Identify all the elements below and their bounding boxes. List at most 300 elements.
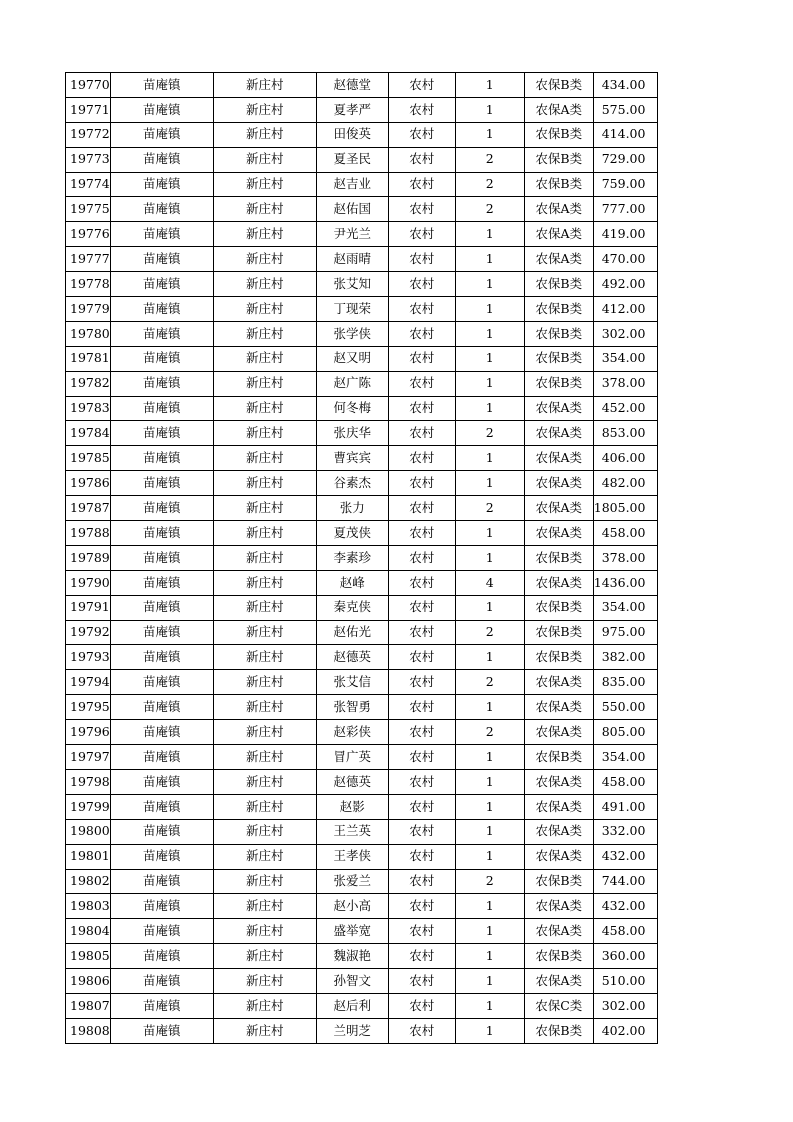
household-size-cell: 2 — [455, 197, 524, 222]
amount-cell: 302.00 — [593, 321, 658, 346]
village-cell: 新庄村 — [213, 645, 316, 670]
town-cell: 苗庵镇 — [110, 73, 213, 98]
town-cell: 苗庵镇 — [110, 521, 213, 546]
name-cell: 赵佑国 — [316, 197, 388, 222]
town-cell: 苗庵镇 — [110, 794, 213, 819]
insurance-category-cell: 农保A类 — [524, 446, 593, 471]
insurance-category-cell: 农保B类 — [524, 172, 593, 197]
table-row — [66, 1018, 658, 1043]
table-row — [66, 172, 658, 197]
table-row — [66, 97, 658, 122]
household-type-cell: 农村 — [388, 993, 455, 1018]
record-id-cell: 19781 — [66, 346, 111, 371]
name-cell: 孙智文 — [316, 969, 388, 994]
village-cell: 新庄村 — [213, 670, 316, 695]
name-cell: 张艾信 — [316, 670, 388, 695]
household-size-cell: 1 — [455, 769, 524, 794]
household-size-cell: 1 — [455, 122, 524, 147]
household-size-cell: 1 — [455, 346, 524, 371]
table-row — [66, 844, 658, 869]
household-type-cell: 农村 — [388, 521, 455, 546]
name-cell: 曹宾宾 — [316, 446, 388, 471]
record-id-cell: 19791 — [66, 595, 111, 620]
household-size-cell: 1 — [455, 73, 524, 98]
name-cell: 赵雨晴 — [316, 247, 388, 272]
name-cell: 赵广陈 — [316, 371, 388, 396]
village-cell: 新庄村 — [213, 172, 316, 197]
village-cell: 新庄村 — [213, 147, 316, 172]
village-cell: 新庄村 — [213, 247, 316, 272]
amount-cell: 354.00 — [593, 346, 658, 371]
town-cell: 苗庵镇 — [110, 545, 213, 570]
household-size-cell: 1 — [455, 471, 524, 496]
insurance-category-cell: 农保A类 — [524, 794, 593, 819]
record-id-cell: 19776 — [66, 222, 111, 247]
table-row — [66, 496, 658, 521]
record-id-cell: 19775 — [66, 197, 111, 222]
record-id-cell: 19800 — [66, 819, 111, 844]
name-cell: 田俊英 — [316, 122, 388, 147]
household-type-cell: 农村 — [388, 471, 455, 496]
name-cell: 李素珍 — [316, 545, 388, 570]
amount-cell: 382.00 — [593, 645, 658, 670]
household-size-cell: 2 — [455, 496, 524, 521]
town-cell: 苗庵镇 — [110, 122, 213, 147]
name-cell: 赵小高 — [316, 894, 388, 919]
town-cell: 苗庵镇 — [110, 272, 213, 297]
amount-cell: 482.00 — [593, 471, 658, 496]
town-cell: 苗庵镇 — [110, 620, 213, 645]
household-size-cell: 1 — [455, 993, 524, 1018]
household-type-cell: 农村 — [388, 869, 455, 894]
amount-cell: 805.00 — [593, 720, 658, 745]
name-cell: 赵彩侠 — [316, 720, 388, 745]
record-id-cell: 19779 — [66, 297, 111, 322]
town-cell: 苗庵镇 — [110, 471, 213, 496]
town-cell: 苗庵镇 — [110, 97, 213, 122]
record-id-cell: 19784 — [66, 421, 111, 446]
name-cell: 张艾知 — [316, 272, 388, 297]
household-type-cell: 农村 — [388, 595, 455, 620]
record-id-cell: 19787 — [66, 496, 111, 521]
name-cell: 兰明芝 — [316, 1018, 388, 1043]
village-cell: 新庄村 — [213, 272, 316, 297]
table-row — [66, 321, 658, 346]
insurance-category-cell: 农保A类 — [524, 695, 593, 720]
table-row — [66, 645, 658, 670]
household-type-cell: 农村 — [388, 944, 455, 969]
table-row — [66, 745, 658, 770]
household-type-cell: 农村 — [388, 645, 455, 670]
household-type-cell: 农村 — [388, 346, 455, 371]
household-type-cell: 农村 — [388, 496, 455, 521]
town-cell: 苗庵镇 — [110, 321, 213, 346]
household-size-cell: 1 — [455, 745, 524, 770]
town-cell: 苗庵镇 — [110, 1018, 213, 1043]
amount-cell: 354.00 — [593, 595, 658, 620]
amount-cell: 412.00 — [593, 297, 658, 322]
village-cell: 新庄村 — [213, 894, 316, 919]
village-cell: 新庄村 — [213, 521, 316, 546]
household-type-cell: 农村 — [388, 570, 455, 595]
insurance-category-cell: 农保A类 — [524, 819, 593, 844]
name-cell: 赵吉业 — [316, 172, 388, 197]
record-id-cell: 19777 — [66, 247, 111, 272]
insurance-category-cell: 农保A类 — [524, 396, 593, 421]
household-type-cell: 农村 — [388, 97, 455, 122]
village-cell: 新庄村 — [213, 371, 316, 396]
insurance-category-cell: 农保B类 — [524, 620, 593, 645]
village-cell: 新庄村 — [213, 421, 316, 446]
amount-cell: 419.00 — [593, 222, 658, 247]
amount-cell: 452.00 — [593, 396, 658, 421]
amount-cell: 458.00 — [593, 521, 658, 546]
household-size-cell: 2 — [455, 620, 524, 645]
table-row — [66, 471, 658, 496]
town-cell: 苗庵镇 — [110, 944, 213, 969]
household-size-cell: 1 — [455, 944, 524, 969]
table-row — [66, 919, 658, 944]
record-id-cell: 19789 — [66, 545, 111, 570]
amount-cell: 414.00 — [593, 122, 658, 147]
name-cell: 冒广英 — [316, 745, 388, 770]
village-cell: 新庄村 — [213, 496, 316, 521]
town-cell: 苗庵镇 — [110, 670, 213, 695]
town-cell: 苗庵镇 — [110, 745, 213, 770]
village-cell: 新庄村 — [213, 1018, 316, 1043]
household-size-cell: 1 — [455, 894, 524, 919]
table-row — [66, 969, 658, 994]
name-cell: 赵后利 — [316, 993, 388, 1018]
village-cell: 新庄村 — [213, 297, 316, 322]
household-type-cell: 农村 — [388, 745, 455, 770]
insurance-category-cell: 农保A类 — [524, 720, 593, 745]
table-body — [66, 73, 658, 1044]
town-cell: 苗庵镇 — [110, 371, 213, 396]
insurance-category-cell: 农保A类 — [524, 670, 593, 695]
name-cell: 赵影 — [316, 794, 388, 819]
village-cell: 新庄村 — [213, 346, 316, 371]
insurance-category-cell: 农保B类 — [524, 147, 593, 172]
amount-cell: 458.00 — [593, 919, 658, 944]
insurance-category-cell: 农保A类 — [524, 969, 593, 994]
amount-cell: 332.00 — [593, 819, 658, 844]
table-row — [66, 396, 658, 421]
town-cell: 苗庵镇 — [110, 222, 213, 247]
town-cell: 苗庵镇 — [110, 197, 213, 222]
household-size-cell: 1 — [455, 396, 524, 421]
record-id-cell: 19782 — [66, 371, 111, 396]
record-id-cell: 19773 — [66, 147, 111, 172]
insurance-category-cell: 农保B类 — [524, 321, 593, 346]
name-cell: 尹光兰 — [316, 222, 388, 247]
amount-cell: 432.00 — [593, 844, 658, 869]
town-cell: 苗庵镇 — [110, 421, 213, 446]
village-cell: 新庄村 — [213, 620, 316, 645]
household-size-cell: 1 — [455, 819, 524, 844]
amount-cell: 354.00 — [593, 745, 658, 770]
town-cell: 苗庵镇 — [110, 147, 213, 172]
table-row — [66, 297, 658, 322]
household-size-cell: 1 — [455, 222, 524, 247]
record-id-cell: 19795 — [66, 695, 111, 720]
household-size-cell: 2 — [455, 670, 524, 695]
amount-cell: 835.00 — [593, 670, 658, 695]
town-cell: 苗庵镇 — [110, 969, 213, 994]
name-cell: 张智勇 — [316, 695, 388, 720]
record-id-cell: 19771 — [66, 97, 111, 122]
household-type-cell: 农村 — [388, 819, 455, 844]
table-row — [66, 521, 658, 546]
household-type-cell: 农村 — [388, 969, 455, 994]
town-cell: 苗庵镇 — [110, 844, 213, 869]
household-size-cell: 2 — [455, 720, 524, 745]
insurance-category-cell: 农保B类 — [524, 745, 593, 770]
insurance-category-cell: 农保B类 — [524, 346, 593, 371]
record-id-cell: 19788 — [66, 521, 111, 546]
household-size-cell: 1 — [455, 645, 524, 670]
insurance-category-cell: 农保B类 — [524, 869, 593, 894]
village-cell: 新庄村 — [213, 197, 316, 222]
amount-cell: 406.00 — [593, 446, 658, 471]
town-cell: 苗庵镇 — [110, 297, 213, 322]
village-cell: 新庄村 — [213, 222, 316, 247]
name-cell: 张力 — [316, 496, 388, 521]
household-type-cell: 农村 — [388, 122, 455, 147]
amount-cell: 434.00 — [593, 73, 658, 98]
table-row — [66, 769, 658, 794]
town-cell: 苗庵镇 — [110, 595, 213, 620]
household-size-cell: 2 — [455, 147, 524, 172]
record-id-cell: 19796 — [66, 720, 111, 745]
name-cell: 夏圣民 — [316, 147, 388, 172]
village-cell: 新庄村 — [213, 545, 316, 570]
insurance-category-cell: 农保A类 — [524, 197, 593, 222]
village-cell: 新庄村 — [213, 570, 316, 595]
insurance-category-cell: 农保A类 — [524, 421, 593, 446]
table-row — [66, 993, 658, 1018]
record-id-cell: 19785 — [66, 446, 111, 471]
village-cell: 新庄村 — [213, 97, 316, 122]
record-id-cell: 19793 — [66, 645, 111, 670]
table-row — [66, 247, 658, 272]
insurance-category-cell: 农保C类 — [524, 993, 593, 1018]
household-type-cell: 农村 — [388, 172, 455, 197]
name-cell: 张爱兰 — [316, 869, 388, 894]
records-table — [65, 72, 658, 1044]
household-size-cell: 1 — [455, 794, 524, 819]
household-size-cell: 1 — [455, 371, 524, 396]
town-cell: 苗庵镇 — [110, 496, 213, 521]
household-type-cell: 农村 — [388, 894, 455, 919]
record-id-cell: 19797 — [66, 745, 111, 770]
town-cell: 苗庵镇 — [110, 919, 213, 944]
household-size-cell: 1 — [455, 446, 524, 471]
household-size-cell: 1 — [455, 695, 524, 720]
amount-cell: 759.00 — [593, 172, 658, 197]
town-cell: 苗庵镇 — [110, 172, 213, 197]
village-cell: 新庄村 — [213, 471, 316, 496]
table-row — [66, 819, 658, 844]
household-type-cell: 农村 — [388, 670, 455, 695]
name-cell: 王孝侠 — [316, 844, 388, 869]
name-cell: 何冬梅 — [316, 396, 388, 421]
table-row — [66, 620, 658, 645]
amount-cell: 302.00 — [593, 993, 658, 1018]
name-cell: 张学侠 — [316, 321, 388, 346]
insurance-category-cell: 农保B类 — [524, 645, 593, 670]
insurance-category-cell: 农保A类 — [524, 97, 593, 122]
village-cell: 新庄村 — [213, 769, 316, 794]
village-cell: 新庄村 — [213, 73, 316, 98]
insurance-category-cell: 农保B类 — [524, 545, 593, 570]
insurance-category-cell: 农保B类 — [524, 944, 593, 969]
record-id-cell: 19780 — [66, 321, 111, 346]
village-cell: 新庄村 — [213, 794, 316, 819]
record-id-cell: 19808 — [66, 1018, 111, 1043]
household-size-cell: 2 — [455, 421, 524, 446]
household-size-cell: 1 — [455, 1018, 524, 1043]
record-id-cell: 19772 — [66, 122, 111, 147]
table-row — [66, 147, 658, 172]
household-size-cell: 2 — [455, 869, 524, 894]
town-cell: 苗庵镇 — [110, 993, 213, 1018]
record-id-cell: 19770 — [66, 73, 111, 98]
village-cell: 新庄村 — [213, 819, 316, 844]
village-cell: 新庄村 — [213, 919, 316, 944]
name-cell: 赵德英 — [316, 645, 388, 670]
insurance-category-cell: 农保A类 — [524, 521, 593, 546]
household-size-cell: 1 — [455, 97, 524, 122]
household-type-cell: 农村 — [388, 446, 455, 471]
table-row — [66, 595, 658, 620]
table-row — [66, 720, 658, 745]
village-cell: 新庄村 — [213, 695, 316, 720]
record-id-cell: 19794 — [66, 670, 111, 695]
record-id-cell: 19774 — [66, 172, 111, 197]
insurance-category-cell: 农保B类 — [524, 272, 593, 297]
amount-cell: 378.00 — [593, 371, 658, 396]
insurance-category-cell: 农保A类 — [524, 471, 593, 496]
record-id-cell: 19801 — [66, 844, 111, 869]
name-cell: 赵德堂 — [316, 73, 388, 98]
household-type-cell: 农村 — [388, 272, 455, 297]
household-size-cell: 1 — [455, 844, 524, 869]
village-cell: 新庄村 — [213, 122, 316, 147]
amount-cell: 1805.00 — [593, 496, 658, 521]
amount-cell: 492.00 — [593, 272, 658, 297]
insurance-category-cell: 农保B类 — [524, 73, 593, 98]
amount-cell: 360.00 — [593, 944, 658, 969]
household-size-cell: 1 — [455, 272, 524, 297]
household-size-cell: 1 — [455, 321, 524, 346]
name-cell: 谷素杰 — [316, 471, 388, 496]
table-row — [66, 695, 658, 720]
table-row — [66, 570, 658, 595]
name-cell: 王兰英 — [316, 819, 388, 844]
village-cell: 新庄村 — [213, 446, 316, 471]
record-id-cell: 19778 — [66, 272, 111, 297]
insurance-category-cell: 农保B类 — [524, 371, 593, 396]
record-id-cell: 19807 — [66, 993, 111, 1018]
amount-cell: 1436.00 — [593, 570, 658, 595]
town-cell: 苗庵镇 — [110, 819, 213, 844]
household-size-cell: 1 — [455, 595, 524, 620]
record-id-cell: 19799 — [66, 794, 111, 819]
household-size-cell: 1 — [455, 545, 524, 570]
household-size-cell: 1 — [455, 247, 524, 272]
record-id-cell: 19803 — [66, 894, 111, 919]
amount-cell: 402.00 — [593, 1018, 658, 1043]
household-size-cell: 1 — [455, 521, 524, 546]
town-cell: 苗庵镇 — [110, 894, 213, 919]
amount-cell: 458.00 — [593, 769, 658, 794]
household-type-cell: 农村 — [388, 1018, 455, 1043]
amount-cell: 432.00 — [593, 894, 658, 919]
town-cell: 苗庵镇 — [110, 346, 213, 371]
amount-cell: 853.00 — [593, 421, 658, 446]
table-row — [66, 272, 658, 297]
name-cell: 丁现荣 — [316, 297, 388, 322]
household-size-cell: 2 — [455, 172, 524, 197]
name-cell: 盛举宽 — [316, 919, 388, 944]
amount-cell: 777.00 — [593, 197, 658, 222]
name-cell: 赵峰 — [316, 570, 388, 595]
amount-cell: 470.00 — [593, 247, 658, 272]
name-cell: 秦克侠 — [316, 595, 388, 620]
name-cell: 夏孝严 — [316, 97, 388, 122]
amount-cell: 510.00 — [593, 969, 658, 994]
insurance-category-cell: 农保B类 — [524, 595, 593, 620]
household-type-cell: 农村 — [388, 197, 455, 222]
town-cell: 苗庵镇 — [110, 695, 213, 720]
insurance-category-cell: 农保B类 — [524, 1018, 593, 1043]
household-size-cell: 1 — [455, 919, 524, 944]
town-cell: 苗庵镇 — [110, 869, 213, 894]
table-row — [66, 545, 658, 570]
insurance-category-cell: 农保A类 — [524, 919, 593, 944]
household-type-cell: 农村 — [388, 545, 455, 570]
amount-cell: 575.00 — [593, 97, 658, 122]
amount-cell: 975.00 — [593, 620, 658, 645]
table-row — [66, 122, 658, 147]
household-size-cell: 4 — [455, 570, 524, 595]
table-row — [66, 894, 658, 919]
insurance-category-cell: 农保A类 — [524, 894, 593, 919]
household-type-cell: 农村 — [388, 147, 455, 172]
amount-cell: 491.00 — [593, 794, 658, 819]
amount-cell: 378.00 — [593, 545, 658, 570]
table-row — [66, 346, 658, 371]
record-id-cell: 19802 — [66, 869, 111, 894]
record-id-cell: 19792 — [66, 620, 111, 645]
town-cell: 苗庵镇 — [110, 570, 213, 595]
household-type-cell: 农村 — [388, 844, 455, 869]
household-size-cell: 1 — [455, 969, 524, 994]
name-cell: 赵又明 — [316, 346, 388, 371]
table-row — [66, 670, 658, 695]
town-cell: 苗庵镇 — [110, 769, 213, 794]
insurance-category-cell: 农保A类 — [524, 496, 593, 521]
name-cell: 夏茂侠 — [316, 521, 388, 546]
record-id-cell: 19786 — [66, 471, 111, 496]
village-cell: 新庄村 — [213, 844, 316, 869]
table-row — [66, 794, 658, 819]
insurance-category-cell: 农保A类 — [524, 844, 593, 869]
village-cell: 新庄村 — [213, 869, 316, 894]
table-row — [66, 421, 658, 446]
village-cell: 新庄村 — [213, 720, 316, 745]
